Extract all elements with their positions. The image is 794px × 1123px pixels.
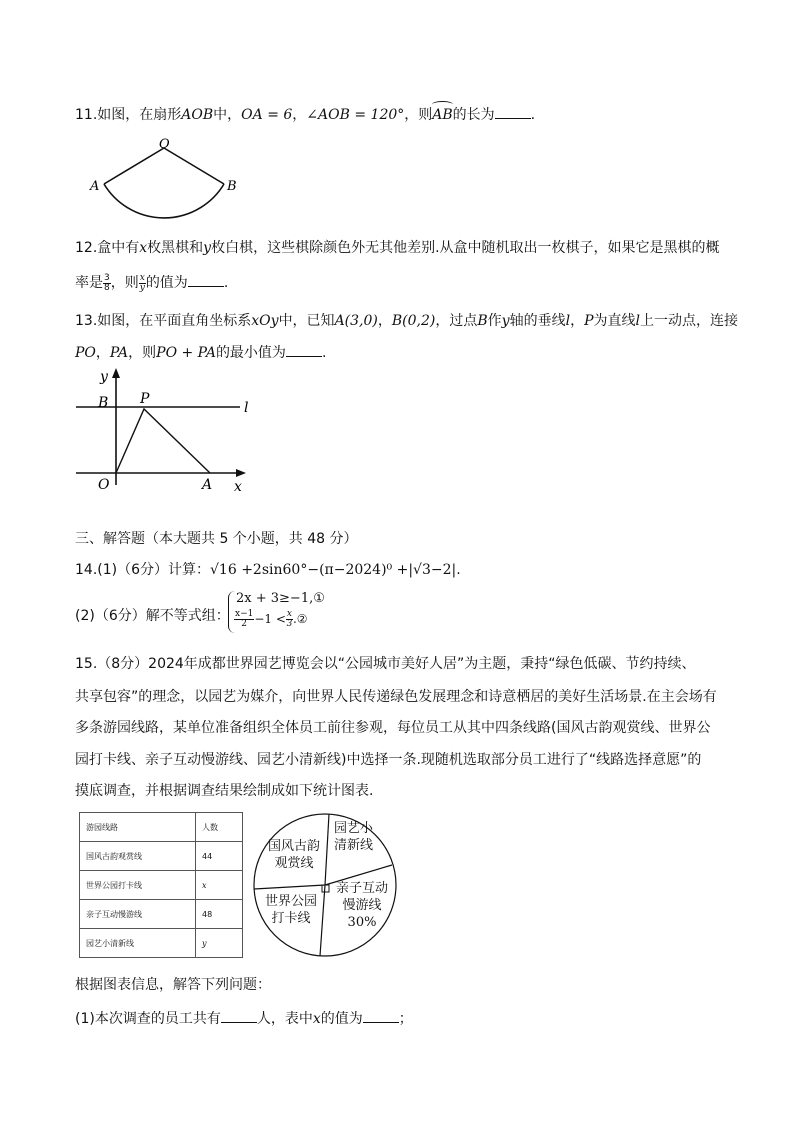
- question-15-line1: 15.（8分）2024年成都世界园艺博览会以“公园城市美好人居”为主题，秉持“绿色低碳、节约持续、: [75, 656, 696, 672]
- table-cell: 44: [196, 842, 243, 871]
- arc-ab: AB: [432, 107, 452, 123]
- question-15-line2: 共享包容”的理念，以园艺为媒介，向世界人民传递绿色发展理念和诗意栖居的美好生活场景.在主会场有: [75, 689, 717, 705]
- question-15-line4: 园打卡线、亲子互动慢游线、园艺小清新线)中选择一条.现随机选取部分员工进行了“线路选择意愿”的: [75, 752, 702, 768]
- coordinate-figure: [72, 365, 262, 495]
- pie-label-guofeng: 国风古韵 观赏线: [268, 839, 321, 871]
- label-p: P: [140, 391, 150, 407]
- table-cell: 48: [196, 900, 243, 929]
- inequality-2: $\frac{x-1}{2}$ −1 < $\frac{x}{3}$ .②: [235, 609, 308, 629]
- table-cell: 世界公园打卡线: [80, 871, 196, 900]
- question-14-part2: (2)（6分）解不等式组：: [75, 608, 230, 624]
- pie-label-yuanyi: 园艺小 清新线: [334, 821, 374, 853]
- question-11: 11.如图，在扇形AOB中，OA = 6，∠AOB = 120°，则AB 的长为 .: [75, 104, 535, 125]
- table-header: 人数: [196, 813, 243, 842]
- fraction-x-y: $\frac{x}{y}$: [139, 272, 145, 293]
- question-13-line2: PO，PA，则PO + PA的最小值为 .: [75, 342, 326, 363]
- section-heading: 三、解答题（本大题共 5 个小题，共 48 分）: [75, 531, 358, 547]
- fraction-3-8: $\frac{3}{8}$: [104, 272, 110, 293]
- table-row: [80, 871, 243, 900]
- label-l: l: [244, 400, 249, 416]
- table-cell: 园艺小清新线: [80, 929, 196, 958]
- question-15-line5: 摸底调查，并根据调查结果绘制成如下统计图表.: [75, 783, 374, 799]
- table-cell: y: [196, 929, 243, 958]
- label-b: B: [227, 179, 237, 194]
- label-o: O: [159, 137, 170, 152]
- table-row: [80, 929, 243, 958]
- table-row: [80, 842, 243, 871]
- instructions: 根据图表信息，解答下列问题：: [75, 977, 271, 993]
- answer-blank: [188, 272, 224, 287]
- question-15-line3: 多条游园线路，某单位准备组织全体员工前往参观，每位员工从其中四条线路(国风古韵观赏线、世界公: [75, 720, 711, 736]
- label-y: y: [100, 369, 108, 385]
- table-header-row: [80, 813, 243, 842]
- table-cell: 亲子互动慢游线: [80, 900, 196, 929]
- table-row: [80, 900, 243, 929]
- table-header: 游园线路: [80, 813, 196, 842]
- label-x: x: [234, 479, 242, 495]
- table-cell: x: [196, 871, 243, 900]
- question-13-line1: 13.如图，在平面直角坐标系xOy中，已知A(3,0)，B(0,2)，过点B作y轴的垂线l，P为直线l上一动点，连接: [75, 313, 738, 329]
- question-12-line1: 12.盒中有x枚黑棋和y枚白棋，这些棋除颜色外无其他差别.从盒中随机取出一枚棋子，如果它是黑棋的概: [75, 240, 720, 256]
- label-a: A: [90, 179, 100, 194]
- sector-figure: [80, 132, 250, 232]
- inequality-1: 2x + 3≥−1,①: [236, 591, 325, 606]
- question-14-part1: 14.(1)（6分）计算：√16 +2sin60°−(π−2024)⁰ +|√3−2|.: [75, 562, 461, 578]
- table-cell: 国风古韵观赏线: [80, 842, 196, 871]
- answer-blank: [286, 342, 322, 357]
- label-o: O: [98, 477, 110, 493]
- label-a: A: [202, 477, 213, 493]
- sub-question-1: (1)本次调查的员工共有 人，表中x的值为 ；: [75, 1008, 413, 1029]
- answer-blank: [495, 104, 531, 119]
- pie-label-qinzi: 亲子互动 慢游线 30%: [336, 881, 389, 930]
- survey-table: [79, 812, 243, 958]
- pie-label-shijie: 世界公园 打卡线: [265, 894, 318, 926]
- label-b: B: [98, 395, 109, 411]
- question-12-line2: 率是 $\frac{3}{8}$ ，则 $\frac{x}{y}$ 的值为 .: [75, 272, 229, 293]
